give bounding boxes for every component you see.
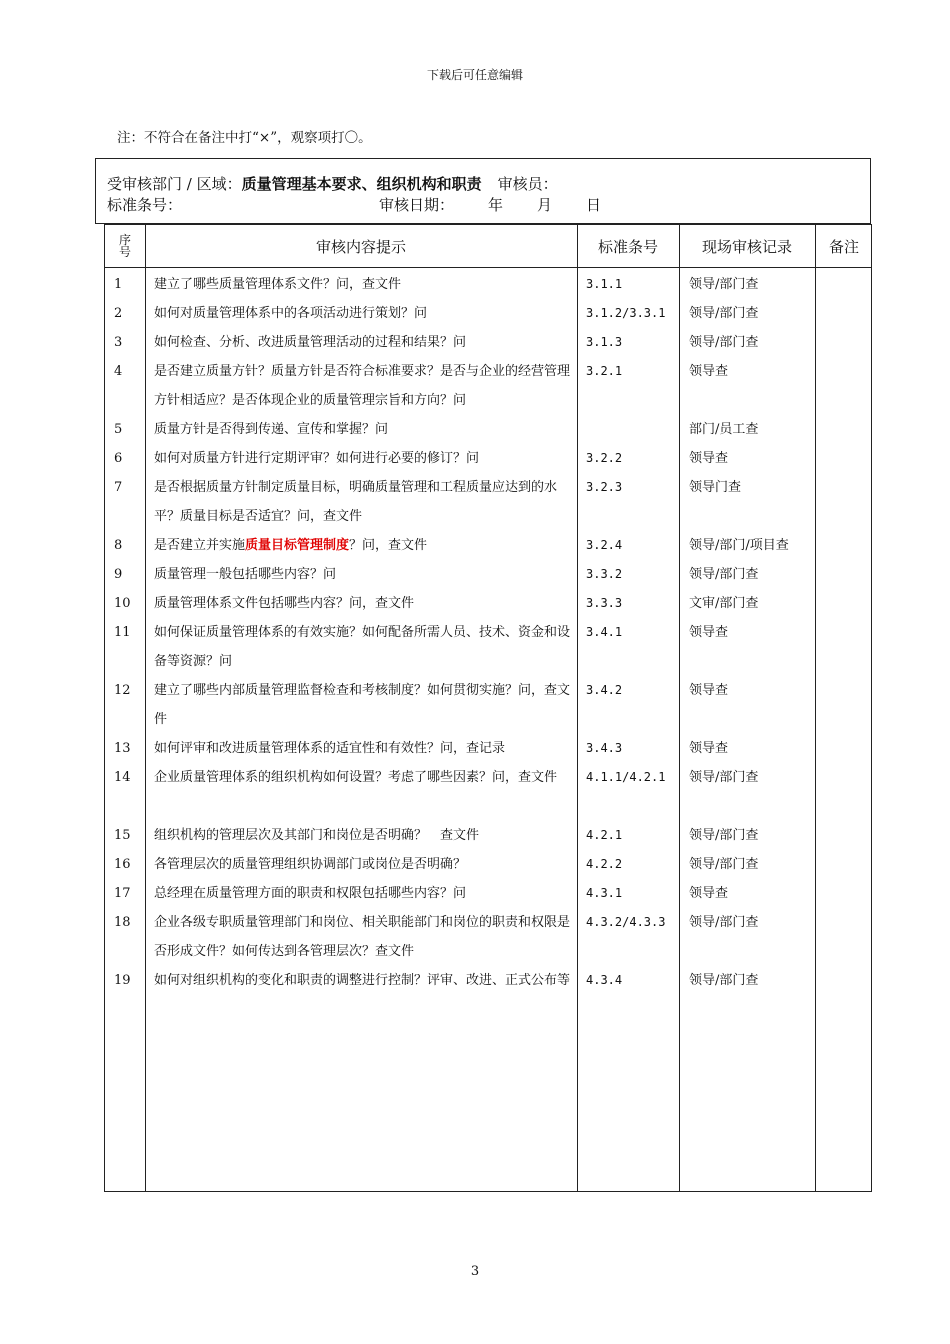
row-record: 领导/部门查 [689, 277, 759, 292]
row-clause: 3.4.2 [586, 683, 623, 697]
col-divider [679, 225, 680, 1191]
header-seq: 序号 [118, 233, 131, 259]
row-content: 如何对组织机构的变化和职责的调整进行控制？评审、改进、正式公布等 [154, 973, 571, 988]
row-record: 领导查 [689, 683, 729, 698]
row-seq: 10 [114, 596, 131, 611]
row-clause: 3.2.1 [586, 364, 623, 378]
row-record: 领导/部门查 [689, 915, 759, 930]
row-content [154, 531, 577, 560]
row-content-part: 是否建立并实施 [154, 538, 246, 553]
row-clause: 3.3.2 [586, 567, 623, 581]
row-clause: 3.2.3 [586, 480, 623, 494]
row-seq: 1 [114, 277, 123, 292]
row-record: 文审/部门查 [689, 596, 759, 611]
row-seq: 4 [114, 364, 123, 379]
row-clause: 3.2.2 [586, 451, 623, 465]
row-record: 领导/部门查 [689, 335, 759, 350]
row-record: 领导查 [689, 625, 729, 640]
row-content: 企业各级专职质量管理部门和岗位、相关职能部门和岗位的职责和权限是否形成文件？如何传达到各管理层次？查文件 [154, 915, 571, 959]
row-seq: 6 [114, 451, 123, 466]
date-month: 月 [537, 196, 553, 214]
date-year: 年 [488, 196, 504, 214]
dept-label: 受审核部门 / 区域： [107, 175, 242, 193]
row-clause: 3.3.3 [586, 596, 623, 610]
audit-info-box [95, 158, 871, 224]
row-clause: 3.1.2/3.3.1 [586, 306, 666, 320]
row-clause: 4.1.1/4.2.1 [586, 770, 666, 784]
row-content: 如何对质量管理体系中的各项活动进行策划？问 [154, 306, 428, 321]
row-content: 如何保证质量管理体系的有效实施？如何配备所需人员、技术、资金和设备等资源？问 [154, 625, 571, 669]
info-line-clause [107, 194, 602, 215]
row-content: 总经理在质量管理方面的职责和权限包括哪些内容？问 [154, 886, 467, 901]
row-content: 质量管理体系文件包括哪些内容？问，查文件 [154, 596, 415, 611]
clause-label: 标准条号： [107, 196, 183, 214]
header-record: 现场审核记录 [701, 237, 792, 256]
row-record: 领导/部门查 [689, 567, 759, 582]
row-clause: 4.2.1 [586, 828, 623, 842]
row-content-part: ？问，查文件 [349, 538, 428, 553]
row-record: 领导/部门查 [689, 770, 759, 785]
row-clause: 3.2.4 [586, 538, 623, 552]
col-divider [815, 225, 816, 1191]
row-content: 组织机构的管理层次及其部门和岗位是否明确？ 查文件 [154, 828, 480, 843]
row-clause: 4.3.4 [586, 973, 623, 987]
row-seq: 5 [114, 422, 123, 437]
col-divider [577, 225, 578, 1191]
auditor-label: 审核员： [497, 175, 558, 193]
row-clause: 4.3.1 [586, 886, 623, 900]
row-seq: 18 [114, 915, 131, 930]
row-seq: 11 [114, 625, 131, 640]
row-clause: 3.4.3 [586, 741, 623, 755]
row-clause: 3.1.1 [586, 277, 623, 291]
note-text: 注：不符合在备注中打“×”，观察项打〇。 [117, 130, 372, 146]
row-record: 领导/部门查 [689, 828, 759, 843]
row-record: 领导/部门查 [689, 857, 759, 872]
row-content: 是否建立质量方针？质量方针是否符合标准要求？是否与企业的经营管理方针相适应？是否体现企业的质量管理宗旨和方向？问 [154, 364, 571, 408]
row-record: 领导查 [689, 451, 729, 466]
row-content: 如何评审和改进质量管理体系的适宜性和有效性？问，查记录 [154, 741, 506, 756]
date-label: 审核日期： [379, 196, 455, 214]
col-divider [145, 225, 146, 1191]
highlighted-text: 质量目标管理制度 [245, 538, 350, 553]
date-day: 日 [586, 196, 602, 214]
row-content: 是否根据质量方针制定质量目标，明确质量管理和工程质量应达到的水平？质量目标是否适宜？问，查文件 [154, 480, 558, 524]
row-record: 领导门查 [689, 480, 742, 495]
row-seq: 16 [114, 857, 131, 872]
row-record: 领导查 [689, 741, 729, 756]
page-header: 下载后可任意编辑 [426, 68, 523, 82]
dept-value: 质量管理基本要求、组织机构和职责 [241, 175, 482, 193]
row-seq: 19 [114, 973, 131, 988]
row-content: 质量方针是否得到传递、宣传和掌握？问 [154, 422, 389, 437]
row-clause: 3.4.1 [586, 625, 623, 639]
header-clause: 标准条号 [597, 237, 658, 256]
row-seq: 12 [114, 683, 131, 698]
row-record: 领导/部门/项目查 [689, 538, 789, 553]
row-record: 领导/部门查 [689, 306, 759, 321]
row-record: 领导查 [689, 364, 729, 379]
audit-table [104, 224, 872, 1192]
row-record: 部门/员工查 [689, 422, 759, 437]
header-divider [105, 267, 871, 268]
row-clause: 3.1.3 [586, 335, 623, 349]
row-content: 建立了哪些质量管理体系文件？问，查文件 [154, 277, 402, 292]
row-content: 建立了哪些内部质量管理监督检查和考核制度？如何贯彻实施？问，查文件 [154, 683, 571, 727]
row-seq: 2 [114, 306, 123, 321]
row-content: 企业质量管理体系的组织机构如何设置？考虑了哪些因素？问，查文件 [154, 770, 558, 785]
row-seq: 7 [114, 480, 123, 495]
row-seq: 9 [114, 567, 123, 582]
row-content: 质量管理一般包括哪些内容？问 [154, 567, 337, 582]
row-seq: 17 [114, 886, 131, 901]
row-content: 如何检查、分析、改进质量管理活动的过程和结果？问 [154, 335, 467, 350]
header-remark: 备注 [828, 237, 859, 256]
row-clause: 4.2.2 [586, 857, 623, 871]
row-content: 如何对质量方针进行定期评审？如何进行必要的修订？问 [154, 451, 480, 466]
row-seq: 15 [114, 828, 131, 843]
row-content: 各管理层次的质量管理组织协调部门或岗位是否明确？ [154, 857, 467, 872]
header-content: 审核内容提示 [315, 237, 406, 256]
page-number: 3 [470, 1264, 480, 1279]
row-record: 领导查 [689, 886, 729, 901]
row-seq: 8 [114, 538, 123, 553]
info-line-dept [107, 173, 558, 194]
row-record: 领导/部门查 [689, 973, 759, 988]
audit-date [379, 194, 601, 215]
row-seq: 13 [114, 741, 131, 756]
row-seq: 14 [114, 770, 131, 785]
row-clause: 4.3.2/4.3.3 [586, 915, 666, 929]
row-seq: 3 [114, 335, 123, 350]
